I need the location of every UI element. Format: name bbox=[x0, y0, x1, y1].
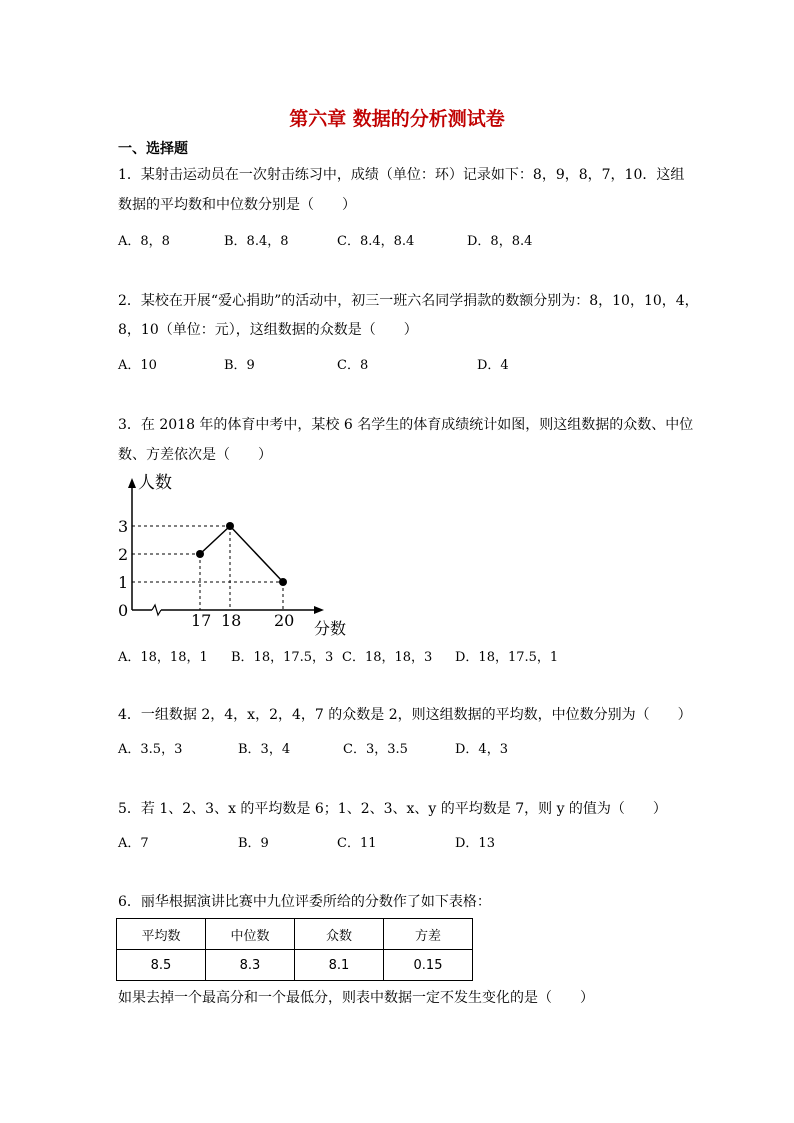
q4-option-d[interactable]: D．4，3 bbox=[455, 742, 508, 757]
table-cell: 8.1 bbox=[295, 950, 384, 981]
axis-break bbox=[152, 605, 161, 615]
y-axis-label: 人数 bbox=[138, 473, 172, 493]
q1-option-b[interactable]: B．8.4，8 bbox=[224, 234, 289, 249]
q2-option-c[interactable]: C．8 bbox=[337, 358, 369, 373]
x-tick-label: 20 bbox=[274, 611, 295, 630]
score-table bbox=[116, 918, 473, 981]
q3-option-a[interactable]: A．18，18，1 bbox=[118, 650, 208, 665]
q6-line1: 6．丽华根据演讲比赛中九位评委所给的分数作了如下表格： bbox=[118, 894, 491, 910]
q6-line2: 如果去掉一个最高分和一个最低分，则表中数据一定不发生变化的是（ ） bbox=[118, 990, 594, 1006]
q1-line1: 1．某射击运动员在一次射击练习中，成绩（单位：环）记录如下：8，9，8，7，10．这组 bbox=[118, 167, 685, 183]
q2-option-b[interactable]: B．9 bbox=[224, 358, 255, 373]
table-header-row bbox=[117, 919, 473, 950]
q3-line2: 数、方差依次是（ ） bbox=[118, 447, 272, 463]
page-title: 第六章 数据的分析测试卷 bbox=[289, 108, 505, 130]
series-line bbox=[200, 526, 283, 582]
x-tick-label: 17 bbox=[191, 611, 212, 630]
q3-line1: 3．在 2018 年的体育中考中，某校 6 名学生的体育成绩统计如图，则这组数据的众数、中位 bbox=[118, 417, 694, 433]
y-tick-label: 0 bbox=[118, 601, 129, 620]
q5-line1: 5．若 1、2、3、x 的平均数是 6；1、2、3、x、y 的平均数是 7，则 y 的值为（ ） bbox=[118, 801, 667, 817]
q4-line1: 4．一组数据 2，4，x，2，4，7 的众数是 2，则这组数据的平均数，中位数分别为（ ） bbox=[118, 707, 692, 723]
table-row bbox=[117, 950, 473, 981]
data-point bbox=[279, 578, 287, 586]
q1-option-a[interactable]: A．8，8 bbox=[118, 234, 170, 249]
q4-option-a[interactable]: A．3.5，3 bbox=[118, 742, 183, 757]
table-header-cell: 平均数 bbox=[117, 919, 206, 950]
x-axis-arrow bbox=[314, 606, 324, 614]
table-header-cell: 方差 bbox=[384, 919, 473, 950]
q3-option-b[interactable]: B．18，17.5，3 bbox=[231, 650, 334, 665]
q2-option-d[interactable]: D．4 bbox=[477, 358, 509, 373]
section-heading: 一、选择题 bbox=[118, 141, 188, 157]
q5-option-b[interactable]: B．9 bbox=[238, 836, 269, 851]
q4-option-c[interactable]: C．3，3.5 bbox=[343, 742, 408, 757]
table-cell: 0.15 bbox=[384, 950, 473, 981]
y-tick-label: 3 bbox=[118, 517, 129, 536]
q5-option-a[interactable]: A．7 bbox=[118, 836, 149, 851]
q2-line2: 8，10（单位：元），这组数据的众数是（ ） bbox=[118, 322, 418, 338]
data-point bbox=[196, 550, 204, 558]
q3-option-d[interactable]: D．18，17.5，1 bbox=[455, 650, 559, 665]
q2-line1: 2．某校在开展“爱心捐助”的活动中，初三一班六名同学捐款的数额分别为：8，10，10，4， bbox=[118, 293, 699, 309]
q1-line2: 数据的平均数和中位数分别是（ ） bbox=[118, 197, 356, 213]
q4-option-b[interactable]: B．3，4 bbox=[238, 742, 291, 757]
y-tick-label: 2 bbox=[118, 545, 129, 564]
q1-option-d[interactable]: D．8，8.4 bbox=[467, 234, 533, 249]
score-chart bbox=[116, 472, 356, 638]
y-tick-label: 1 bbox=[118, 573, 129, 592]
x-axis-label: 分数 bbox=[314, 619, 347, 638]
x-tick-label: 18 bbox=[221, 611, 242, 630]
table-header-cell: 众数 bbox=[295, 919, 384, 950]
q5-option-d[interactable]: D．13 bbox=[455, 836, 495, 851]
q5-option-c[interactable]: C．11 bbox=[337, 836, 377, 851]
table-cell: 8.3 bbox=[206, 950, 295, 981]
table-header-cell: 中位数 bbox=[206, 919, 295, 950]
q1-option-c[interactable]: C．8.4，8.4 bbox=[337, 234, 415, 249]
q3-option-c[interactable]: C．18，18，3 bbox=[342, 650, 433, 665]
y-axis-arrow bbox=[128, 478, 136, 488]
q2-option-a[interactable]: A．10 bbox=[118, 358, 157, 373]
table-cell: 8.5 bbox=[117, 950, 206, 981]
data-point bbox=[226, 522, 234, 530]
